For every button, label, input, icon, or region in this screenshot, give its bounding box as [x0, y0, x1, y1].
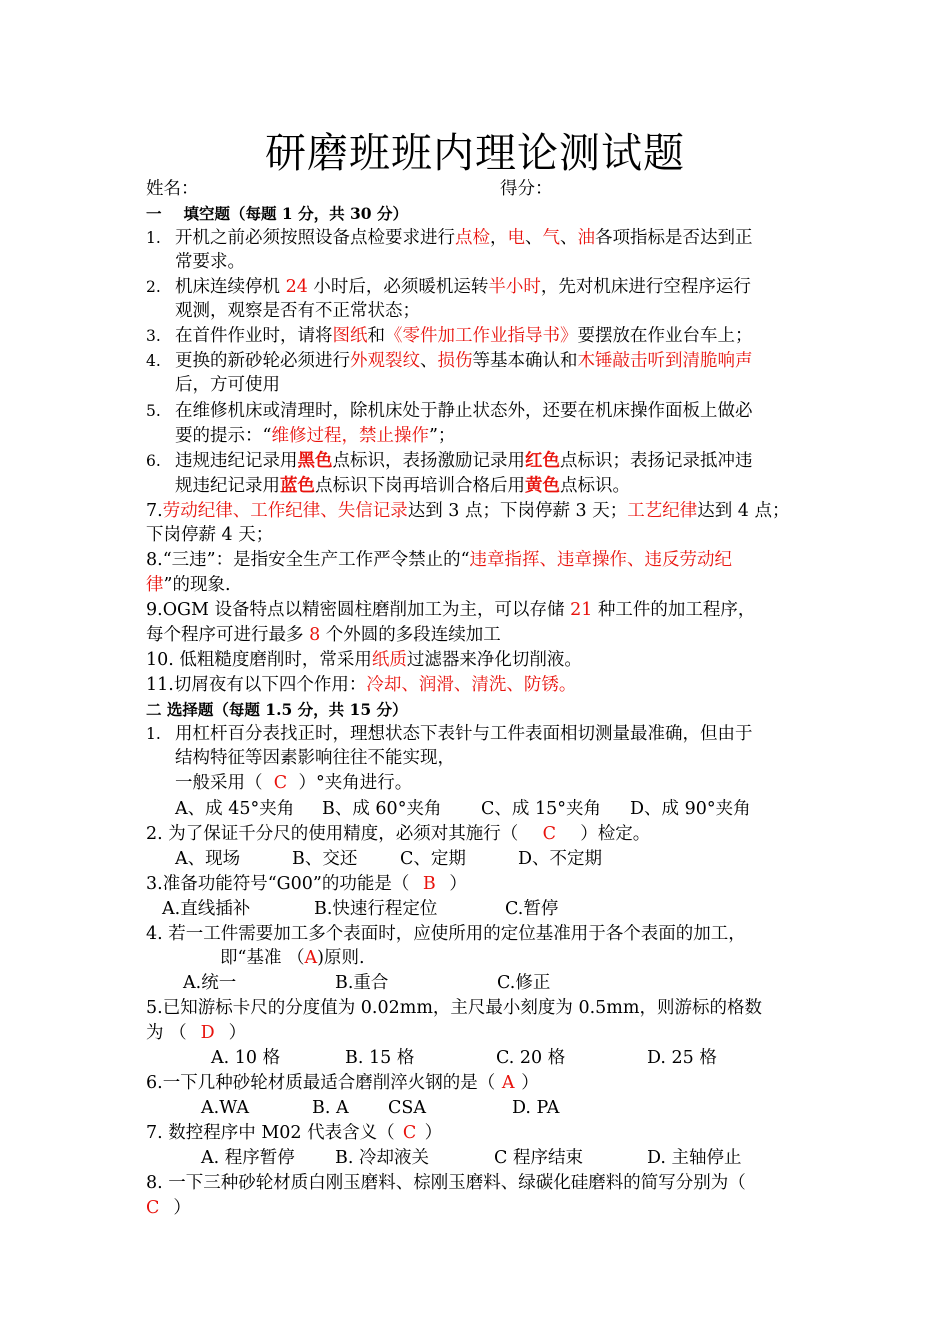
answer-text: 冷却、润滑、清洗、防锈 [366, 675, 559, 695]
s1-q11: 11.切屑夜有以下四个作用：冷却、润滑、清洗、防锈。 [146, 675, 577, 695]
answer-text: 律 [146, 575, 164, 595]
s2-q1-option-d: D、成 90°夹角 [630, 799, 751, 819]
s2-q5-option-d: D. 25 格 [647, 1048, 717, 1068]
answer-text: 半小时 [488, 277, 541, 297]
answer-choice: A [501, 1073, 515, 1093]
name-label: 姓名： [146, 179, 199, 199]
s2-q7-option-d: D. 主轴停止 [647, 1148, 742, 1168]
answer-text: 损伤 [437, 351, 473, 371]
section2-heading: 二 选择题（每题 1.5 分，共 15 分） [146, 700, 408, 719]
section1-title: 填空题（每题 1 分，共 30 分） [183, 204, 408, 223]
s2-q1: 1. 用杠杆百分表找正时，理想状态下表针与工件表面相切测量最准确，但由于 [146, 724, 753, 744]
s2-q2-option-a: A、现场 [175, 849, 241, 869]
answer-text: 21 [570, 600, 593, 620]
answer-choice: B [422, 874, 436, 894]
section1-heading [146, 202, 408, 226]
answer-text: 黑色 [297, 451, 333, 471]
s1-q4-cont: 后，方可使用 [175, 375, 280, 395]
answer-text: 工艺纪律 [627, 501, 698, 521]
answer-text: 外观裂纹 [350, 351, 420, 371]
s2-q2-option-c: C、定期 [400, 849, 466, 869]
s1-q4: 4. 更换的新砂轮必须进行外观裂纹、损伤等基本确认和木锤敲击听到清脆响声 [146, 351, 753, 371]
s2-q1-cont: 结构特征等因素影响往往不能实现， [175, 748, 455, 768]
s2-q2-option-d: D、不定期 [518, 849, 603, 869]
answer-text: 劳动纪律 [162, 501, 233, 521]
s1-q6: 6. 违规违纪记录用黑色点标识，表扬激励记录用红色点标识；表扬记录抵冲违 [146, 451, 753, 471]
s1-q1-cont: 常要求。 [175, 252, 245, 272]
s2-q6-option-a: A.WA [201, 1098, 249, 1118]
s2-q4-option-a: A.统一 [183, 973, 237, 993]
s1-q1: 1. 开机之前必须按照设备点检要求进行点检，电、气、油各项指标是否达到正 [146, 228, 753, 248]
s1-q7: 7.劳动纪律、工作纪律、失信记录达到 3 点；下岗停薪 3 天；工艺纪律达到 4 点； [146, 501, 790, 521]
s2-q4-option-b: B.重合 [335, 973, 389, 993]
answer-choice: C [146, 1198, 160, 1218]
s2-q6: 6.一下几种砂轮材质最适合磨削淬火钢的是（ A ） [146, 1073, 539, 1093]
s2-q7-option-c: C 程序结束 [494, 1148, 583, 1168]
answer-text: 24 [285, 277, 308, 297]
answer-choice: D [200, 1023, 215, 1043]
s2-q4-cont: 即“基准 （A)原则. [220, 948, 365, 968]
answer-choice: A [304, 948, 318, 968]
answer-choice: C [273, 773, 288, 793]
s1-q7-cont: 下岗停薪 4 天； [146, 525, 274, 545]
answer-text: 失信记录 [337, 501, 408, 521]
s2-q3-option-c: C.暂停 [505, 899, 559, 919]
s1-q5-cont: 要的提示：“维修过程，禁止操作”； [175, 426, 456, 446]
s2-q5-option-b: B. 15 格 [345, 1048, 415, 1068]
s1-q9: 9.OGM 设备特点以精密圆柱磨削加工为主，可以存储 21 种工件的加工程序， [146, 600, 756, 620]
answer-text: 电 [507, 228, 525, 248]
answer-text: 油 [577, 228, 595, 248]
answer-text: 红色 [525, 451, 560, 471]
answer-text: 维修过程，禁止操作 [271, 426, 429, 446]
s2-q3-option-b: B.快速行程定位 [314, 899, 438, 919]
page-title: 研磨班班内理论测试题 [265, 129, 685, 177]
s2-q2: 2. 为了保证千分尺的使用精度，必须对其施行（ C ）检定。 [146, 824, 651, 844]
answer-text: 蓝色 [280, 476, 315, 496]
s1-q2-cont: 观测，观察是否有不正常状态； [175, 301, 420, 321]
s2-q6-option-b-cont: CSA [388, 1098, 427, 1118]
s1-q8: 8.“三违”：是指安全生产工作严令禁止的“违章指挥、违章操作、违反劳动纪 [146, 550, 733, 570]
s1-q3: 3. 在首件作业时，请将图纸和《零件加工作业指导书》要摆放在作业台车上； [146, 326, 753, 346]
answer-text: 气 [542, 228, 560, 248]
s2-q5-option-a: A. 10 格 [211, 1048, 281, 1068]
s1-q5: 5. 在维修机床或清理时，除机床处于静止状态外，还要在机床操作面板上做必 [146, 401, 753, 421]
s1-q9-cont: 每个程序可进行最多 8 个外圆的多段连续加工 [146, 625, 501, 645]
s2-q3-option-a: A.直线插补 [162, 899, 251, 919]
s2-q1-stem: 一般采用（ C ）°夹角进行。 [175, 773, 413, 793]
answer-choice: C [402, 1123, 417, 1143]
s2-q2-option-b: B、交还 [292, 849, 358, 869]
section1-number: 一 [146, 204, 162, 223]
s2-q5-option-c: C. 20 格 [496, 1048, 566, 1068]
s1-q10: 10. 低粗糙度磨削时，常采用纸质过滤器来净化切削液。 [146, 650, 582, 670]
answer-text: 图纸 [332, 326, 368, 346]
answer-text: 黄色 [525, 476, 560, 496]
s2-q6-option-d: D. PA [512, 1098, 560, 1118]
s2-q1-option-a: A、成 45°夹角 [175, 799, 295, 819]
answer-text: 木锤敲击听到清脆响声 [577, 351, 753, 371]
s2-q8-cont: C ） [146, 1198, 191, 1218]
s2-q6-option-b: B. A [312, 1098, 349, 1118]
s2-q5-cont: 为 （ D ） [146, 1023, 247, 1043]
score-label: 得分： [500, 179, 553, 199]
answer-text: 点检 [455, 228, 490, 248]
answer-text: 违章指挥、违章操作、违反劳动纪 [469, 550, 733, 570]
answer-text: 工作纪律 [250, 501, 321, 521]
s2-q3: 3.准备功能符号“G00”的功能是（ B ） [146, 874, 467, 894]
s2-q7-option-a: A. 程序暂停 [201, 1148, 295, 1168]
answer-text: 8 [309, 625, 321, 645]
answer-text: 《零件加工作业指导书》 [385, 326, 578, 346]
s2-q1-option-b: B、成 60°夹角 [322, 799, 442, 819]
s2-q5: 5.已知游标卡尺的分度值为 0.02mm，主尺最小刻度为 0.5mm，则游标的格数 [146, 998, 762, 1018]
s2-q4: 4. 若一工件需要加工多个表面时，应使所用的定位基准用于各个表面的加工， [146, 924, 746, 944]
s1-q2: 2. 机床连续停机 24 小时后，必须暖机运转半小时，先对机床进行空程序运行 [146, 277, 751, 297]
answer-choice: C [542, 824, 556, 844]
s2-q8: 8. 一下三种砂轮材质白刚玉磨料、棕刚玉磨料、绿碳化硅磨料的简写分别为（ [146, 1173, 746, 1193]
s2-q1-option-c: C、成 15°夹角 [481, 799, 601, 819]
s1-q6-cont: 规违纪记录用蓝色点标识下岗再培训合格后用黄色点标识。 [175, 476, 630, 496]
answer-text: 纸质 [371, 650, 407, 670]
s1-q8-cont: 律”的现象. [146, 575, 231, 595]
s2-q7: 7. 数控程序中 M02 代表含义（ C ） [146, 1123, 443, 1143]
s2-q7-option-b: B. 冷却液关 [335, 1148, 429, 1168]
s2-q4-option-c: C.修正 [497, 973, 551, 993]
